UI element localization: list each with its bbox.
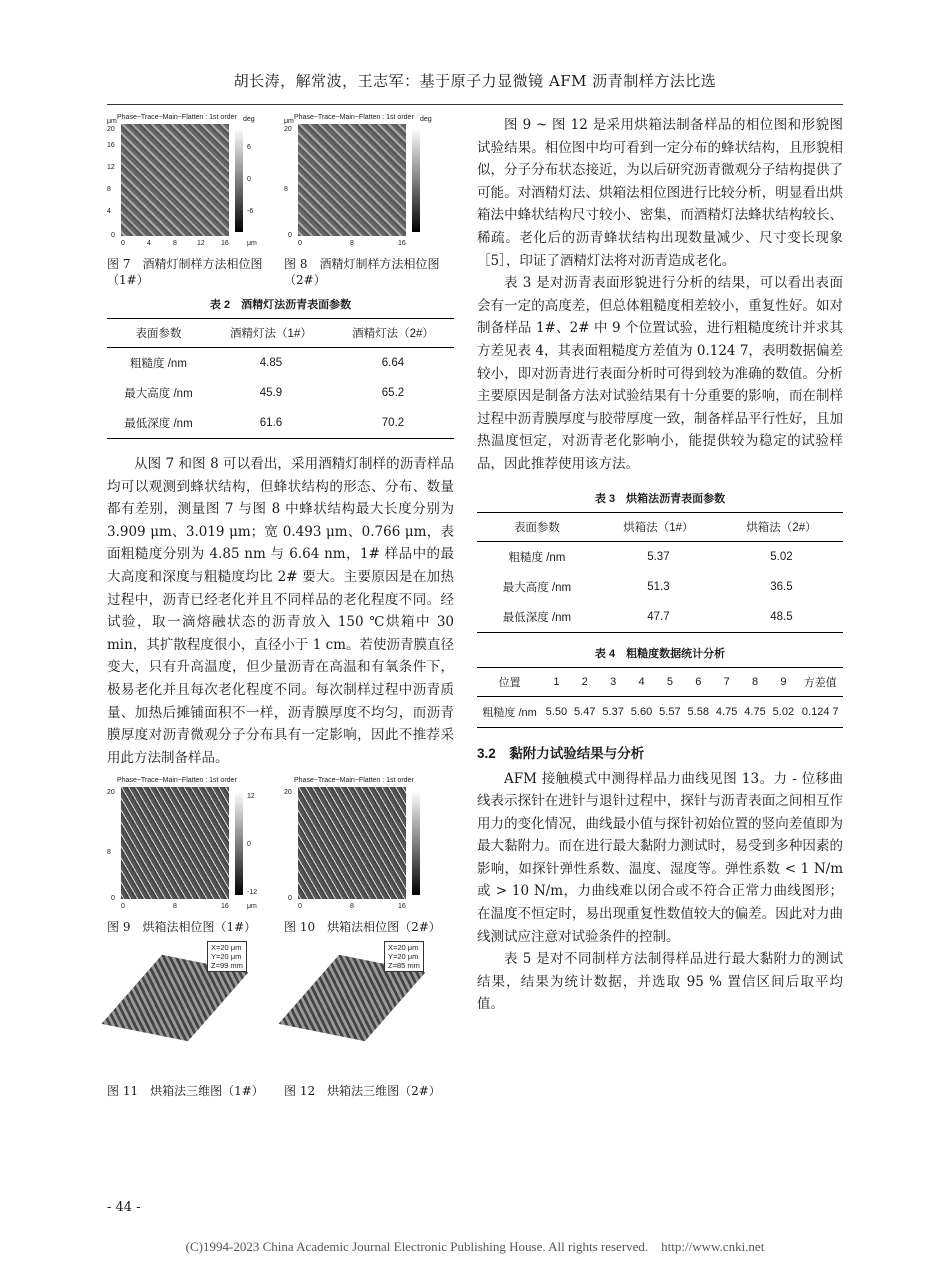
x-tick: 0 [121, 903, 125, 911]
afm-3d-image [107, 941, 277, 1081]
body-paragraph: 表 5 是对不同制样方法制得样品进行最大黏附力的测试结果，结果为统计数据，并选取 95 % 置信区间后取平均值。 [477, 951, 843, 1013]
afm-phase-image [107, 777, 277, 917]
table-header: 酒精灯法（2#） [332, 319, 454, 348]
table-cell: 5.02 [769, 696, 797, 727]
scale-tick: -6 [247, 208, 254, 215]
y-tick: 0 [111, 232, 115, 239]
table-header: 4 [627, 667, 655, 696]
x-tick: 16 [221, 903, 229, 911]
table-cell: 36.5 [770, 580, 793, 593]
y-tick: 20 [107, 126, 115, 133]
figure-pair-11-12 [107, 941, 454, 1099]
unit-label: μm [247, 903, 257, 911]
x-tick: 16 [398, 903, 406, 911]
figure-8 [284, 114, 454, 288]
table-header: 位置 [477, 667, 542, 696]
table-cell: 4.75 [741, 696, 769, 727]
dimension-legend [384, 941, 424, 972]
table-cell: 70.2 [332, 408, 454, 439]
table-header: 5 [656, 667, 684, 696]
phase-map [121, 124, 229, 236]
table-cell: 5.37 [647, 550, 670, 563]
table-row [477, 572, 843, 602]
legend-x: X=20 μm [211, 943, 242, 953]
color-scale [235, 791, 243, 895]
table-cell: 61.6 [210, 408, 332, 439]
copyright-footer: (C)1994-2023 China Academic Journal Electronic Publishing House. All rights reserved. http://www.cnki.net [185, 1239, 765, 1254]
body-paragraph: AFM 接触模式中测得样品力曲线见图 13。力 - 位移曲线表示探针在进针与退针过程中，探针与沥青表面之间相互作用力的变化情况，曲线最小值与探针初始位置的竖向差值即为最大黏附力。而在进行最大黏附力测试时，易受到多种因素的影响，如探针弹性系数、温度、湿度等。弹性系数 < 1 N/m 或 > 10 N/m，力曲线难以闭合或不符合正常力曲线图形；在温度不恒定时，易出现重复性数值较大的偏差。因此对力曲线测试应注意对试验条件的控制。 [477, 770, 843, 945]
table-cell: 65.2 [381, 387, 405, 399]
table-4 [477, 667, 843, 728]
table-cell: 51.3 [647, 580, 670, 593]
x-tick: 12 [197, 240, 205, 247]
table-header: 6 [684, 667, 712, 696]
table-title: 表 3 烘箱法沥青表面参数 [594, 492, 726, 505]
afm-phase-image [107, 114, 277, 254]
figure-caption: 图 9 烘箱法相位图（1#） [107, 920, 257, 935]
table-row [107, 408, 454, 439]
scale-tick: 12 [247, 793, 255, 801]
right-column [477, 114, 843, 1016]
color-scale [235, 128, 243, 232]
figure-7 [107, 114, 277, 288]
scale-tick: -12 [247, 889, 258, 897]
image-title: Phase~Trace~Main~Flatten : 1st order [117, 777, 237, 785]
table-header: 烘箱法（2#） [720, 512, 843, 541]
phase-map [298, 787, 406, 899]
table-header: 表面参数 [107, 319, 210, 348]
legend-y: Y=20 μm [388, 952, 419, 962]
image-title: Phase~Trace~Main~Flatten : 1st order [294, 114, 414, 121]
x-tick: 0 [298, 903, 302, 911]
figure-10 [284, 777, 454, 935]
table-cell: 0.124 7 [798, 696, 843, 727]
table-cell: 粗糙度 /nm [130, 358, 187, 370]
figure-9 [107, 777, 277, 935]
y-tick: 16 [107, 142, 115, 149]
x-tick: 4 [147, 240, 151, 247]
unit-label: deg [243, 116, 255, 123]
figure-12 [284, 941, 454, 1099]
table-header: 烘箱法（1#） [597, 512, 720, 541]
table-cell: 粗糙度 /nm [508, 551, 566, 564]
figure-caption: 图 10 烘箱法相位图（2#） [284, 920, 441, 935]
afm-phase-image [284, 114, 454, 254]
table-header: 2 [571, 667, 599, 696]
table-header: 7 [712, 667, 740, 696]
unit-label: μm [284, 118, 294, 125]
table-3 [477, 512, 843, 633]
x-tick: 0 [298, 240, 302, 247]
color-scale [412, 791, 420, 895]
unit-label: μm [107, 118, 117, 125]
dimension-legend [207, 941, 247, 972]
table-cell: 48.5 [720, 602, 843, 633]
table-cell: 5.60 [627, 696, 655, 727]
section-heading: 3.2 黏附力试验结果与分析 [477, 745, 645, 761]
x-tick: 8 [350, 903, 354, 911]
y-tick: 20 [284, 789, 292, 797]
table-title: 表 4 粗糙度数据统计分析 [594, 647, 726, 660]
phase-map [121, 787, 229, 899]
image-title: Phase~Trace~Main~Flatten : 1st order [294, 777, 414, 785]
table-cell: 45.9 [259, 387, 283, 399]
y-tick: 8 [284, 186, 288, 193]
table-header: 方差值 [798, 667, 843, 696]
table-cell: 4.85 [259, 357, 283, 369]
y-tick: 4 [107, 208, 111, 215]
scale-tick: 6 [247, 144, 251, 151]
unit-label: deg [420, 116, 432, 123]
table-row [477, 696, 843, 727]
left-column [107, 114, 454, 1099]
running-title: 胡长涛，解常波，王志军：基于原子力显微镜 AFM 沥青制样方法比选 [233, 72, 717, 90]
table-cell: 5.02 [770, 550, 793, 563]
y-tick: 0 [288, 232, 292, 239]
table-header: 表面参数 [477, 512, 597, 541]
table-cell: 6.64 [381, 357, 405, 369]
y-tick: 8 [107, 849, 111, 857]
table-cell: 最大高度 /nm [124, 388, 193, 400]
table-cell: 5.50 [542, 696, 570, 727]
table-row [477, 602, 843, 633]
table-header: 8 [741, 667, 769, 696]
legend-z: Z=99 mm [211, 961, 243, 971]
afm-phase-image [284, 777, 454, 917]
x-tick: 16 [221, 240, 229, 247]
figure-caption: 图 7 酒精灯制样方法相位图（1#） [107, 257, 263, 287]
table-cell: 5.37 [599, 696, 627, 727]
figure-caption: 图 11 烘箱法三维图（1#） [107, 1084, 264, 1099]
y-tick: 0 [111, 895, 115, 903]
legend-y: Y=20 μm [211, 952, 242, 962]
table-cell: 5.47 [571, 696, 599, 727]
table-cell: 4.75 [712, 696, 740, 727]
table-cell: 最大高度 /nm [502, 581, 572, 594]
body-paragraph: 从图 7 和图 8 可以看出，采用酒精灯制样的沥青样品均可以观测到蜂状结构，但蜂状结构的形态、分布、数量都有差别，测量图 7 与图 8 中蜂状结构最大长度分别为 3.909 μm、3.019 μm；宽 0.493 μm、0.766 μm，表面粗糙度分别为 4.85 nm 与 6.64 nm，1# 样品中的最大高度和深度与粗糙度均比 2# 要大。主要原因是在加热过程中，沥青已经老化并且不同样品的老化程度不同。经试验，取一滴熔融状态的沥青放入 150 ℃烘箱中 30 min，其扩散程度很小，直径小于 1 cm。若使沥青膜直径变大，只有升高温度，但少量沥青在高温和有氧条件下，极易老化并且每次老化程度不同。每次制样过程中沥青质量、加热后摊铺面积不一样，沥青膜厚度不均匀，而沥青膜厚度对沥青微观分子分布具有一定影响，因此不推荐采用此方法制备样品。 [107, 456, 454, 766]
table-row [107, 348, 454, 379]
image-title: Phase~Trace~Main~Flatten : 1st order [117, 114, 237, 121]
scale-tick: 0 [247, 841, 251, 849]
body-paragraph: 表 3 是对沥青表面形貌进行分析的结果，可以看出表面会有一定的高度差，但总体粗糙度相差较小，重复性好。如对制备样品 1#、2# 中 9 个位置试验，进行粗糙度统计并求其方差见表 4，其表面粗糙度方差值为 0.124 7，表明数据偏差较小，即对沥青进行表面分析时可得到较为准确的数值。分析主要原因是制备方法对试验结果有十分重要的影响，而在制样过程中沥青膜厚度与胶带厚度一致，制备样品平行性好，且加热温度恒定，对沥青老化影响小，能提供较为稳定的试验样品，因此推荐使用该方法。 [477, 275, 843, 472]
page-number: - 44 - [107, 1200, 141, 1215]
scale-tick: 0 [247, 176, 251, 183]
table-header: 酒精灯法（1#） [210, 319, 332, 348]
table-cell: 粗糙度 /nm [477, 696, 542, 727]
table-cell: 5.58 [684, 696, 712, 727]
color-scale [412, 128, 420, 232]
figure-pair-7-8 [107, 114, 454, 288]
x-tick: 8 [173, 240, 177, 247]
y-tick: 20 [284, 126, 292, 133]
figure-caption: 图 12 烘箱法三维图（2#） [284, 1084, 441, 1099]
header-rule [107, 104, 843, 105]
x-tick: 0 [121, 240, 125, 247]
legend-x: X=20 μm [388, 943, 419, 953]
table-cell: 5.57 [656, 696, 684, 727]
table-cell: 最低深度 /nm [477, 602, 597, 633]
table-header: 9 [769, 667, 797, 696]
figure-11 [107, 941, 277, 1099]
table-cell: 最低深度 /nm [107, 408, 210, 439]
unit-label: μm [247, 240, 257, 247]
table-row [477, 541, 843, 572]
table-header: 1 [542, 667, 570, 696]
table-2 [107, 318, 454, 439]
x-tick: 8 [350, 240, 354, 247]
y-tick: 20 [107, 789, 115, 797]
phase-map [298, 124, 406, 236]
afm-3d-image [284, 941, 454, 1081]
x-tick: 8 [173, 903, 177, 911]
y-tick: 8 [107, 186, 111, 193]
legend-z: Z=85 mm [388, 961, 420, 971]
body-paragraph: 图 9 ~ 图 12 是采用烘箱法制备样品的相位图和形貌图试验结果。相位图中均可看到一定分布的蜂状结构，且形貌相似，分子分布状态接近，为以后研究沥青微观分子结构提供了可能。对酒精灯法、烘箱法相位图进行比较分析，明显看出烘箱法中蜂状结构尺寸较小、密集，而酒精灯法蜂状结构较长、稀疏。老化后的沥青蜂状结构出现数量减少、尺寸变长现象［5］，印证了酒精灯法将对沥青造成老化。 [477, 117, 843, 269]
table-cell: 47.7 [597, 602, 720, 633]
y-tick: 0 [288, 895, 292, 903]
figure-pair-9-10 [107, 777, 454, 935]
table-title: 表 2 酒精灯法沥青表面参数 [209, 299, 352, 311]
table-header: 3 [599, 667, 627, 696]
y-tick: 12 [107, 164, 115, 171]
x-tick: 16 [398, 240, 406, 247]
figure-caption: 图 8 酒精灯制样方法相位图（2#） [284, 257, 440, 287]
table-row [107, 378, 454, 408]
